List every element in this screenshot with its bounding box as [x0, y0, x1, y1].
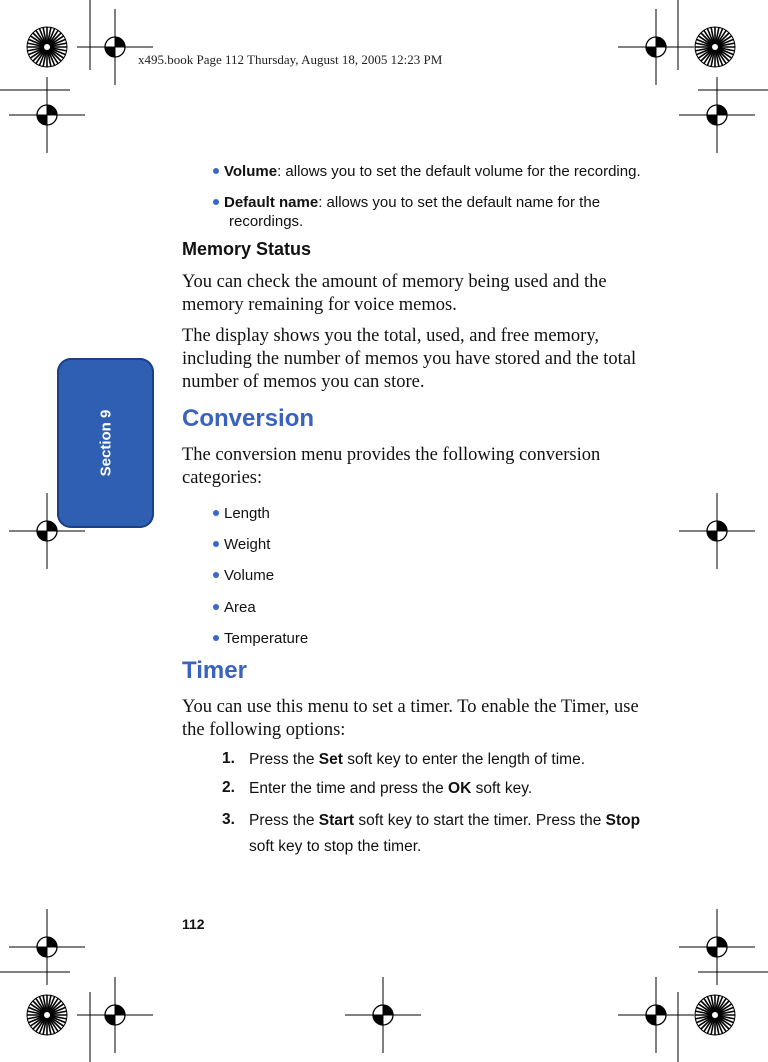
bullet-icon	[213, 604, 219, 610]
conversion-item: Area	[213, 599, 256, 616]
section-tab-label: Section 9	[97, 409, 114, 477]
bullet-icon	[213, 510, 219, 516]
print-header: x495.book Page 112 Thursday, August 18, 2005 12:23 PM	[138, 52, 443, 67]
timer-step-number: 3.	[222, 811, 235, 828]
bullet-icon	[213, 168, 219, 174]
timer-heading: Timer	[182, 657, 247, 684]
timer-intro: You can use this menu to set a timer. To enable the Timer, use the following options:	[182, 697, 639, 740]
memory-status-heading: Memory Status	[182, 239, 312, 259]
memory-status-para-2: The display shows you the total, used, and free memory, including the number of memos you have stored and the total number of memos you can store.	[182, 326, 637, 392]
timer-step-1: Press the Set soft key to enter the length of time.	[249, 751, 586, 768]
conversion-item: Length	[213, 505, 270, 522]
conversion-intro: The conversion menu provides the following conversion categories:	[182, 445, 601, 488]
conversion-item: Temperature	[213, 630, 308, 647]
memory-status-para-1: You can check the amount of memory being used and the memory remaining for voice memos.	[182, 272, 607, 315]
timer-step-number: 1.	[222, 750, 235, 767]
bullet-icon	[213, 635, 219, 641]
timer-step-2: Enter the time and press the OK soft key.	[249, 780, 533, 797]
timer-step-3: Press the Start soft key to start the timer. Press the Stop soft key to stop the timer.	[249, 812, 641, 855]
bullet-icon	[213, 541, 219, 547]
recording-option-default-name-cont: recordings.	[229, 213, 304, 230]
timer-step-number: 2.	[222, 779, 235, 796]
section-tab	[57, 358, 154, 528]
bullet-icon	[213, 572, 219, 578]
recording-option-volume: Volume: allows you to set the default volume for the recording.	[213, 163, 641, 180]
conversion-item: Volume	[213, 567, 274, 584]
conversion-heading: Conversion	[182, 405, 315, 432]
page-number: 112	[182, 916, 205, 932]
recording-option-default-name: Default name: allows you to set the default name for the	[213, 194, 600, 211]
conversion-item: Weight	[213, 536, 270, 553]
bullet-icon	[213, 199, 219, 205]
